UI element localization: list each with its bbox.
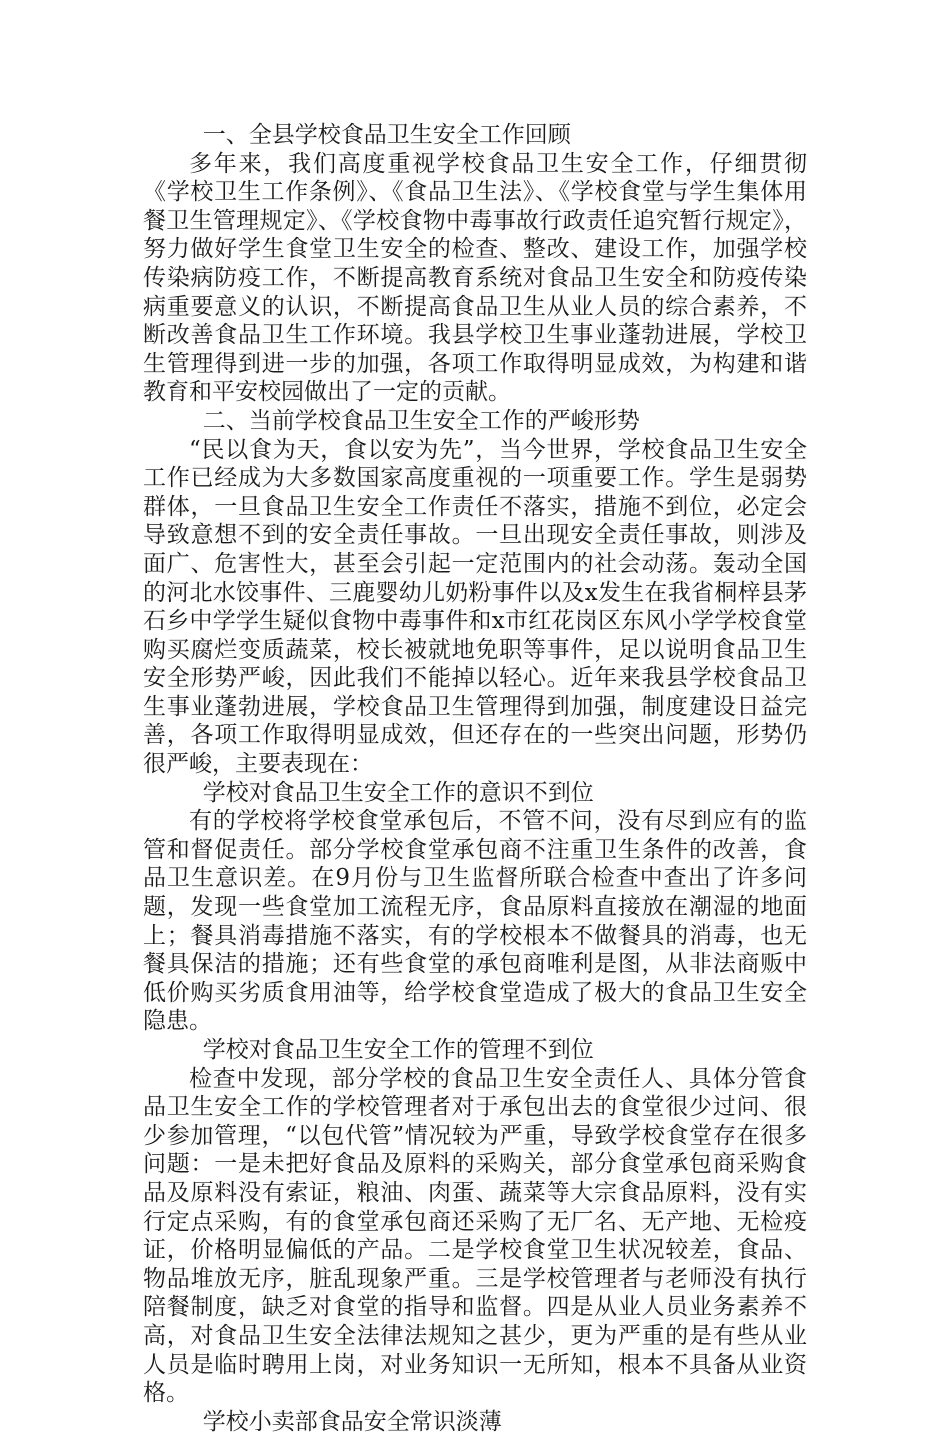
paragraph-awareness: 有的学校将学校食堂承包后，不管不问，没有尽到应有的监管和督促责任。部分学校食堂承包商不注重卫生条件的改善，食品卫生意识差。在9月份与卫生监督所联合检查中查出了许多问题，发现一些食堂加工流程无序，食品原料直接放在潮湿的地面上；餐具消毒措施不落实，有的学校根本不做餐具的消毒，也无餐具保洁的措施；还有些食堂的承包商唯利是图，从非法商贩中低价购买劣质食用油等，给学校食堂造成了极大的食品卫生安全隐患。 (143, 808, 807, 1035)
section-heading-situation: 二、当前学校食品卫生安全工作的严峻形势 (202, 407, 640, 434)
paragraph-management: 检查中发现，部分学校的食品卫生安全责任人、具体分管食品卫生安全工作的学校管理者对于承包出去的食堂很少过问、很少参加管理，“以包代管”情况较为严重，导致学校食堂存在很多问题：一是未把好食品及原料的采购关，部分食堂承包商采购食品及原料没有索证，粮油、肉蛋、蔬菜等大宗食品原料，没有实行定点采购，有的食堂承包商还采购了无厂名、无产地、无检疫证，价格明显偏低的产品。二是学校食堂卫生状况较差，食品、物品堆放无序，脏乱现象严重。三是学校管理者与老师没有执行陪餐制度，缺乏对食堂的指导和监督。四是从业人员业务素养不高，对食品卫生安全法律法规知之甚少，更为严重的是有些从业人员是临时聘用上岗，对业务知识一无所知，根本不具备从业资格。 (143, 1065, 807, 1407)
paragraph-situation: “民以食为天，食以安为先”，当今世界，学校食品卫生安全工作已经成为大多数国家高度重视的一项重要工作。学生是弱势群体，一旦食品卫生安全工作责任不落实，措施不到位，必定会导致意想不到的安全责任事故。一旦出现安全责任事故，则涉及面广、危害性大，甚至会引起一定范围内的社会动荡。轰动全国的河北水饺事件、三鹿婴幼儿奶粉事件以及x发生在我省桐梓县茅石乡中学学生疑似食物中毒事件和x市红花岗区东风小学学校食堂购买腐烂变质蔬菜，校长被就地免职等事件，足以说明食品卫生安全形势严峻，因此我们不能掉以轻心。近年来我县学校食品卫生事业蓬勃进展，学校食品卫生管理得到加强，制度建设日益完善，各项工作取得明显成效，但还存在的一些突出问题，形势仍很严峻，主要表现在： (143, 436, 807, 778)
document-body (143, 121, 807, 1436)
paragraph-review: 多年来，我们高度重视学校食品卫生安全工作，仔细贯彻《学校卫生工作条例》、《食品卫生法》、《学校食堂与学生集体用餐卫生管理规定》、《学校食物中毒事故行政责任追究暂行规定》，努力做好学生食堂卫生安全的检查、整改、建设工作，加强学校传染病防疫工作，不断提高教育系统对食品卫生安全和防疫传染病重要意义的认识，不断提高食品卫生从业人员的综合素养，不断改善食品卫生工作环境。我县学校卫生事业蓬勃进展，学校卫生管理得到进一步的加强，各项工作取得明显成效，为构建和谐教育和平安校园做出了一定的贡献。 (143, 150, 807, 406)
section-heading-review: 一、全县学校食品卫生安全工作回顾 (202, 122, 571, 148)
subheading-canteen-shop: 学校小卖部食品安全常识淡薄 (202, 1408, 502, 1435)
subheading-management: 学校对食品卫生安全工作的管理不到位 (202, 1037, 594, 1063)
subheading-awareness: 学校对食品卫生安全工作的意识不到位 (202, 779, 594, 806)
